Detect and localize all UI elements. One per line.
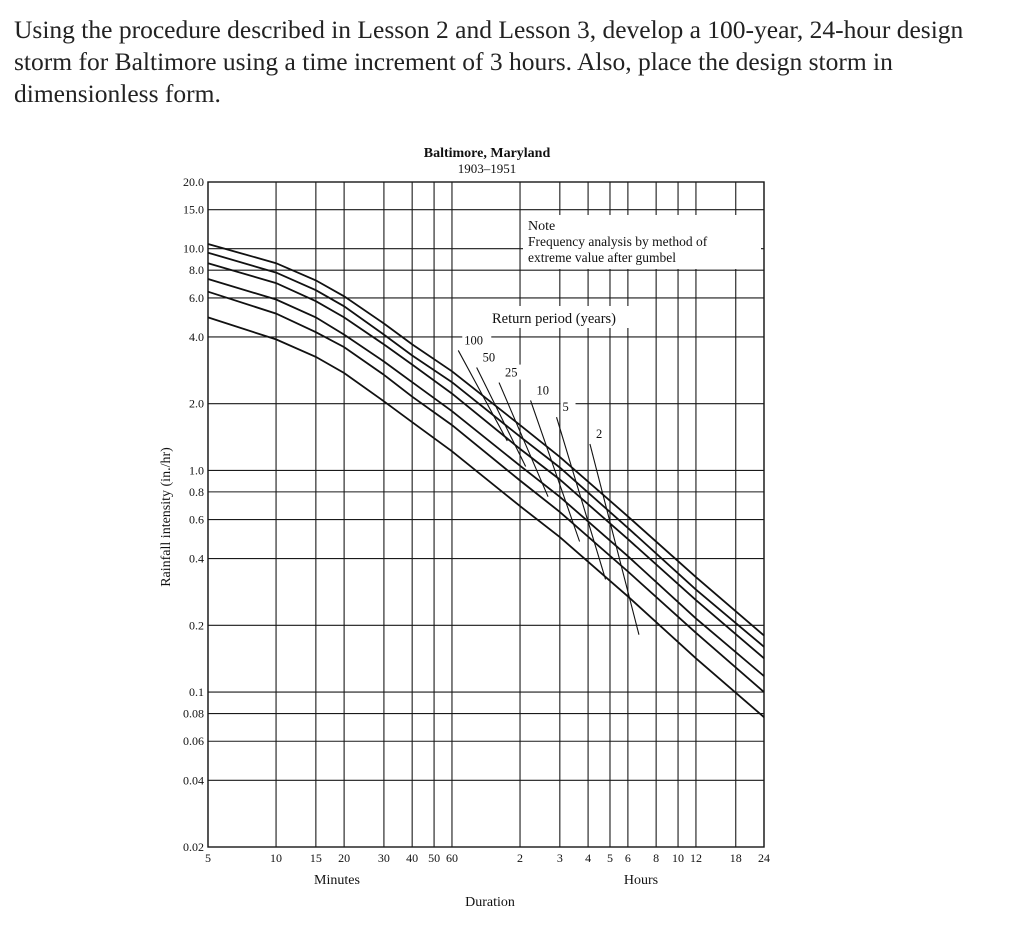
return-period-leader xyxy=(590,444,639,635)
x-tick-label: 10 xyxy=(270,851,283,865)
return-period-label: Return period (years) xyxy=(492,311,617,327)
y-tick-label: 4.0 xyxy=(189,329,204,344)
y-axis-label: Rainfall intensity (in./hr) xyxy=(159,447,174,587)
question-text: Using the procedure described in Lesson 2 and Lesson 3, develop a 100-year, 24-hour design storm for Baltimore using a time increment of 3 hours. Also, place the design storm in dimensionless form. xyxy=(14,15,964,108)
x-tick-label: 20 xyxy=(338,851,351,865)
y-tick-label: 20.0 xyxy=(183,175,204,189)
y-tick-label: 0.2 xyxy=(189,618,204,633)
x-tick-label: 5 xyxy=(205,851,211,865)
y-tick-label: 15.0 xyxy=(183,202,204,217)
x-group-label-minutes: Minutes xyxy=(314,873,360,888)
series-line-25-yr xyxy=(208,263,764,658)
x-tick-label: 40 xyxy=(406,851,419,865)
return-period-label-50: 50 xyxy=(482,350,496,365)
y-tick-label: 2.0 xyxy=(189,396,204,411)
y-tick-label: 0.06 xyxy=(183,734,204,749)
note-line-2: extreme value after gumbel xyxy=(528,250,677,265)
note-line-1: Frequency analysis by method of xyxy=(528,234,708,249)
x-tick-label: 24 xyxy=(758,851,770,865)
y-tick-label: 0.08 xyxy=(183,706,204,721)
x-tick-label: 6 xyxy=(624,851,631,865)
x-axis-label: Duration xyxy=(465,895,515,910)
x-tick-label: 15 xyxy=(309,851,322,865)
series-line-2-yr xyxy=(208,317,764,717)
y-tick-label: 0.6 xyxy=(189,512,204,527)
x-tick-label: 5 xyxy=(606,851,613,865)
chart-grid xyxy=(183,175,770,865)
x-tick-label: 12 xyxy=(689,851,702,865)
x-tick-label: 30 xyxy=(377,851,390,865)
y-tick-label: 1.0 xyxy=(189,463,204,478)
return-period-label-25: 25 xyxy=(505,365,518,380)
y-tick-label: 0.1 xyxy=(189,685,204,700)
return-period-label-10: 10 xyxy=(536,383,550,398)
series-line-50-yr xyxy=(208,253,764,647)
y-tick-label: 0.8 xyxy=(189,484,204,499)
x-tick-label: 3 xyxy=(556,851,563,865)
chart-curves xyxy=(208,244,764,717)
x-tick-label: 60 xyxy=(445,851,458,865)
x-group-label-hours: Hours xyxy=(623,873,659,888)
return-period-label-2: 2 xyxy=(595,427,603,442)
note-heading: Note xyxy=(528,219,556,234)
x-tick-label: 8 xyxy=(653,851,660,865)
chart-subtitle: 1903–1951 xyxy=(457,161,517,176)
chart-annotations xyxy=(488,215,761,328)
y-tick-label: 0.02 xyxy=(183,840,204,854)
return-period-label-100: 100 xyxy=(464,333,484,348)
return-period-label-5: 5 xyxy=(562,400,569,415)
y-tick-label: 0.4 xyxy=(189,551,204,566)
chart-title: Baltimore, Maryland xyxy=(423,146,551,161)
plot-frame xyxy=(208,182,764,847)
x-tick-label: 18 xyxy=(729,851,742,865)
y-tick-label: 10.0 xyxy=(183,241,204,256)
y-tick-label: 8.0 xyxy=(189,263,204,278)
x-tick-label: 2 xyxy=(517,851,524,865)
y-tick-label: 6.0 xyxy=(189,290,204,305)
x-tick-label: 4 xyxy=(585,851,592,865)
y-tick-label: 0.04 xyxy=(183,773,204,788)
x-tick-label: 50 xyxy=(428,851,441,865)
x-tick-label: 10 xyxy=(672,851,685,865)
